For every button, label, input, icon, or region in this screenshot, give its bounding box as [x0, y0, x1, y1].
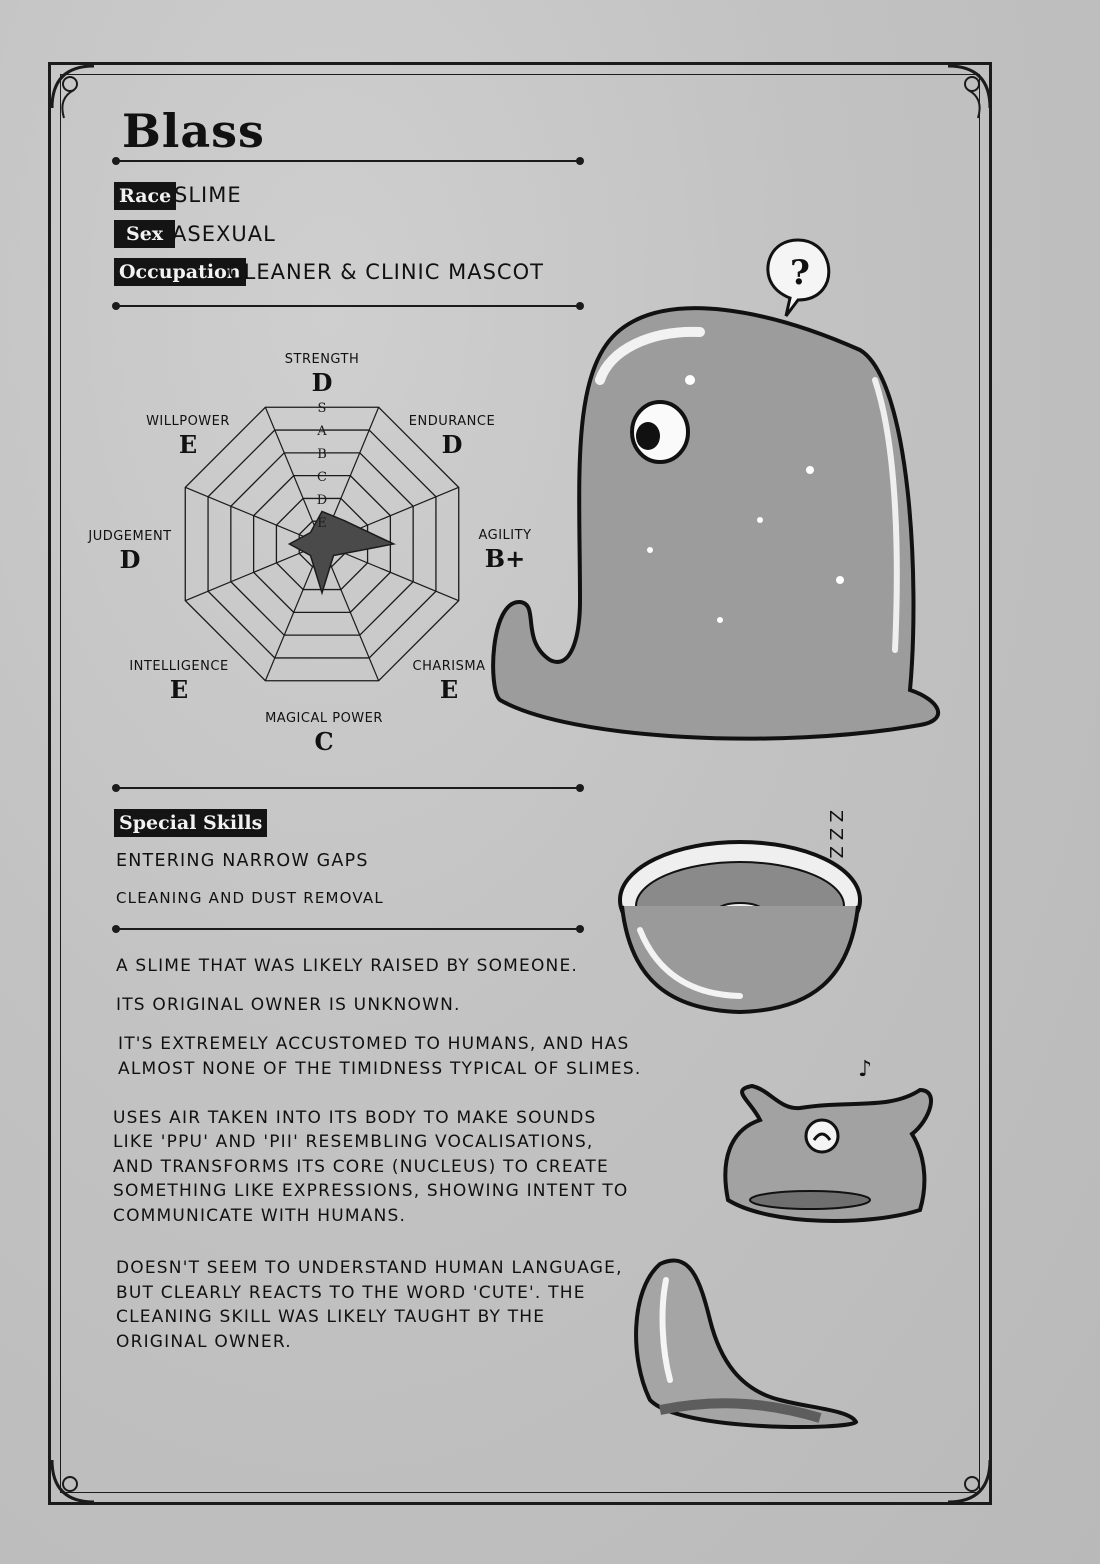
question-bubble-icon — [768, 240, 829, 316]
description-line: AND TRANSFORMS ITS CORE (NUCLEUS) TO CREATE — [113, 1157, 609, 1177]
skill-item: ENTERING NARROW GAPS — [116, 851, 369, 871]
stat-grade-judgement: D — [119, 545, 141, 574]
description-line: ORIGINAL OWNER. — [116, 1332, 292, 1352]
radar-scale-letter: D — [316, 493, 328, 508]
radar-scale-letter: E — [317, 516, 327, 531]
description-line: COMMUNICATE WITH HUMANS. — [113, 1206, 407, 1226]
stat-grade-endurance: D — [441, 430, 463, 459]
slime-in-bowl-illustration — [600, 780, 900, 1040]
skill-item: CLEANING AND DUST REMOVAL — [116, 889, 384, 907]
sleep-icon: Z Z Z — [825, 810, 846, 859]
sex-label: Sex — [114, 220, 175, 248]
stat-grade-strength: D — [311, 368, 333, 397]
stat-label-charisma: CHARISMA — [412, 659, 486, 674]
radar-stat-shape — [289, 511, 393, 592]
sliding-slime-illustration — [620, 1250, 870, 1440]
stat-label-magical-power: MAGICAL POWER — [265, 711, 383, 726]
radar-scale-letter: S — [317, 401, 327, 416]
stat-label-intelligence: INTELLIGENCE — [129, 659, 229, 674]
description-line: DOESN'T SEEM TO UNDERSTAND HUMAN LANGUAGE, — [116, 1258, 623, 1278]
description-line: ITS ORIGINAL OWNER IS UNKNOWN. — [116, 995, 461, 1015]
happy-slime-illustration — [690, 1050, 960, 1230]
radar-scale-letter: B — [317, 447, 327, 462]
divider — [116, 928, 580, 930]
special-skills-label: Special Skills — [114, 809, 267, 837]
race-value: SLIME — [174, 183, 242, 207]
description-line: SOMETHING LIKE EXPRESSIONS, SHOWING INTENT TO — [113, 1181, 629, 1201]
slime-main-illustration — [480, 220, 960, 760]
divider — [116, 787, 580, 789]
radar-scale-letter: C — [317, 470, 327, 485]
stat-grade-willpower: E — [178, 430, 198, 459]
stat-label-endurance: ENDURANCE — [408, 414, 496, 429]
description-line: CLEANING SKILL WAS LIKELY TAUGHT BY THE — [116, 1307, 546, 1327]
occupation-value: CLEANER & CLINIC MASCOT — [228, 260, 544, 284]
radar-scale-letter: A — [317, 424, 327, 439]
stat-label-willpower: WILLPOWER — [146, 414, 230, 429]
description-line: USES AIR TAKEN INTO ITS BODY TO MAKE SOUNDS — [113, 1108, 597, 1128]
description-line: ALMOST NONE OF THE TIMIDNESS TYPICAL OF SLIMES. — [118, 1059, 642, 1079]
stat-grade-charisma: E — [439, 675, 459, 704]
character-name: Blass — [122, 104, 265, 158]
stat-label-judgement: JUDGEMENT — [88, 529, 172, 544]
stat-label-strength: STRENGTH — [284, 352, 360, 367]
description-line: A SLIME THAT WAS LIKELY RAISED BY SOMEONE. — [116, 956, 579, 976]
description-line: BUT CLEARLY REACTS TO THE WORD 'CUTE'. THE — [116, 1283, 586, 1303]
sex-value: ASEXUAL — [172, 222, 276, 246]
stat-grade-intelligence: E — [169, 675, 189, 704]
race-label: Race — [114, 182, 176, 210]
stat-label-agility: AGILITY — [478, 528, 532, 543]
description-line: LIKE 'PPU' AND 'PII' RESEMBLING VOCALISATIONS, — [113, 1132, 594, 1152]
music-note-icon: ♪ — [858, 1057, 873, 1082]
stat-grade-agility: B+ — [484, 544, 526, 573]
occupation-label: Occupation — [114, 258, 246, 286]
description-line: IT'S EXTREMELY ACCUSTOMED TO HUMANS, AND HAS — [118, 1034, 630, 1054]
svg-text:?: ? — [790, 253, 810, 293]
stat-grade-magical-power: C — [314, 727, 334, 756]
